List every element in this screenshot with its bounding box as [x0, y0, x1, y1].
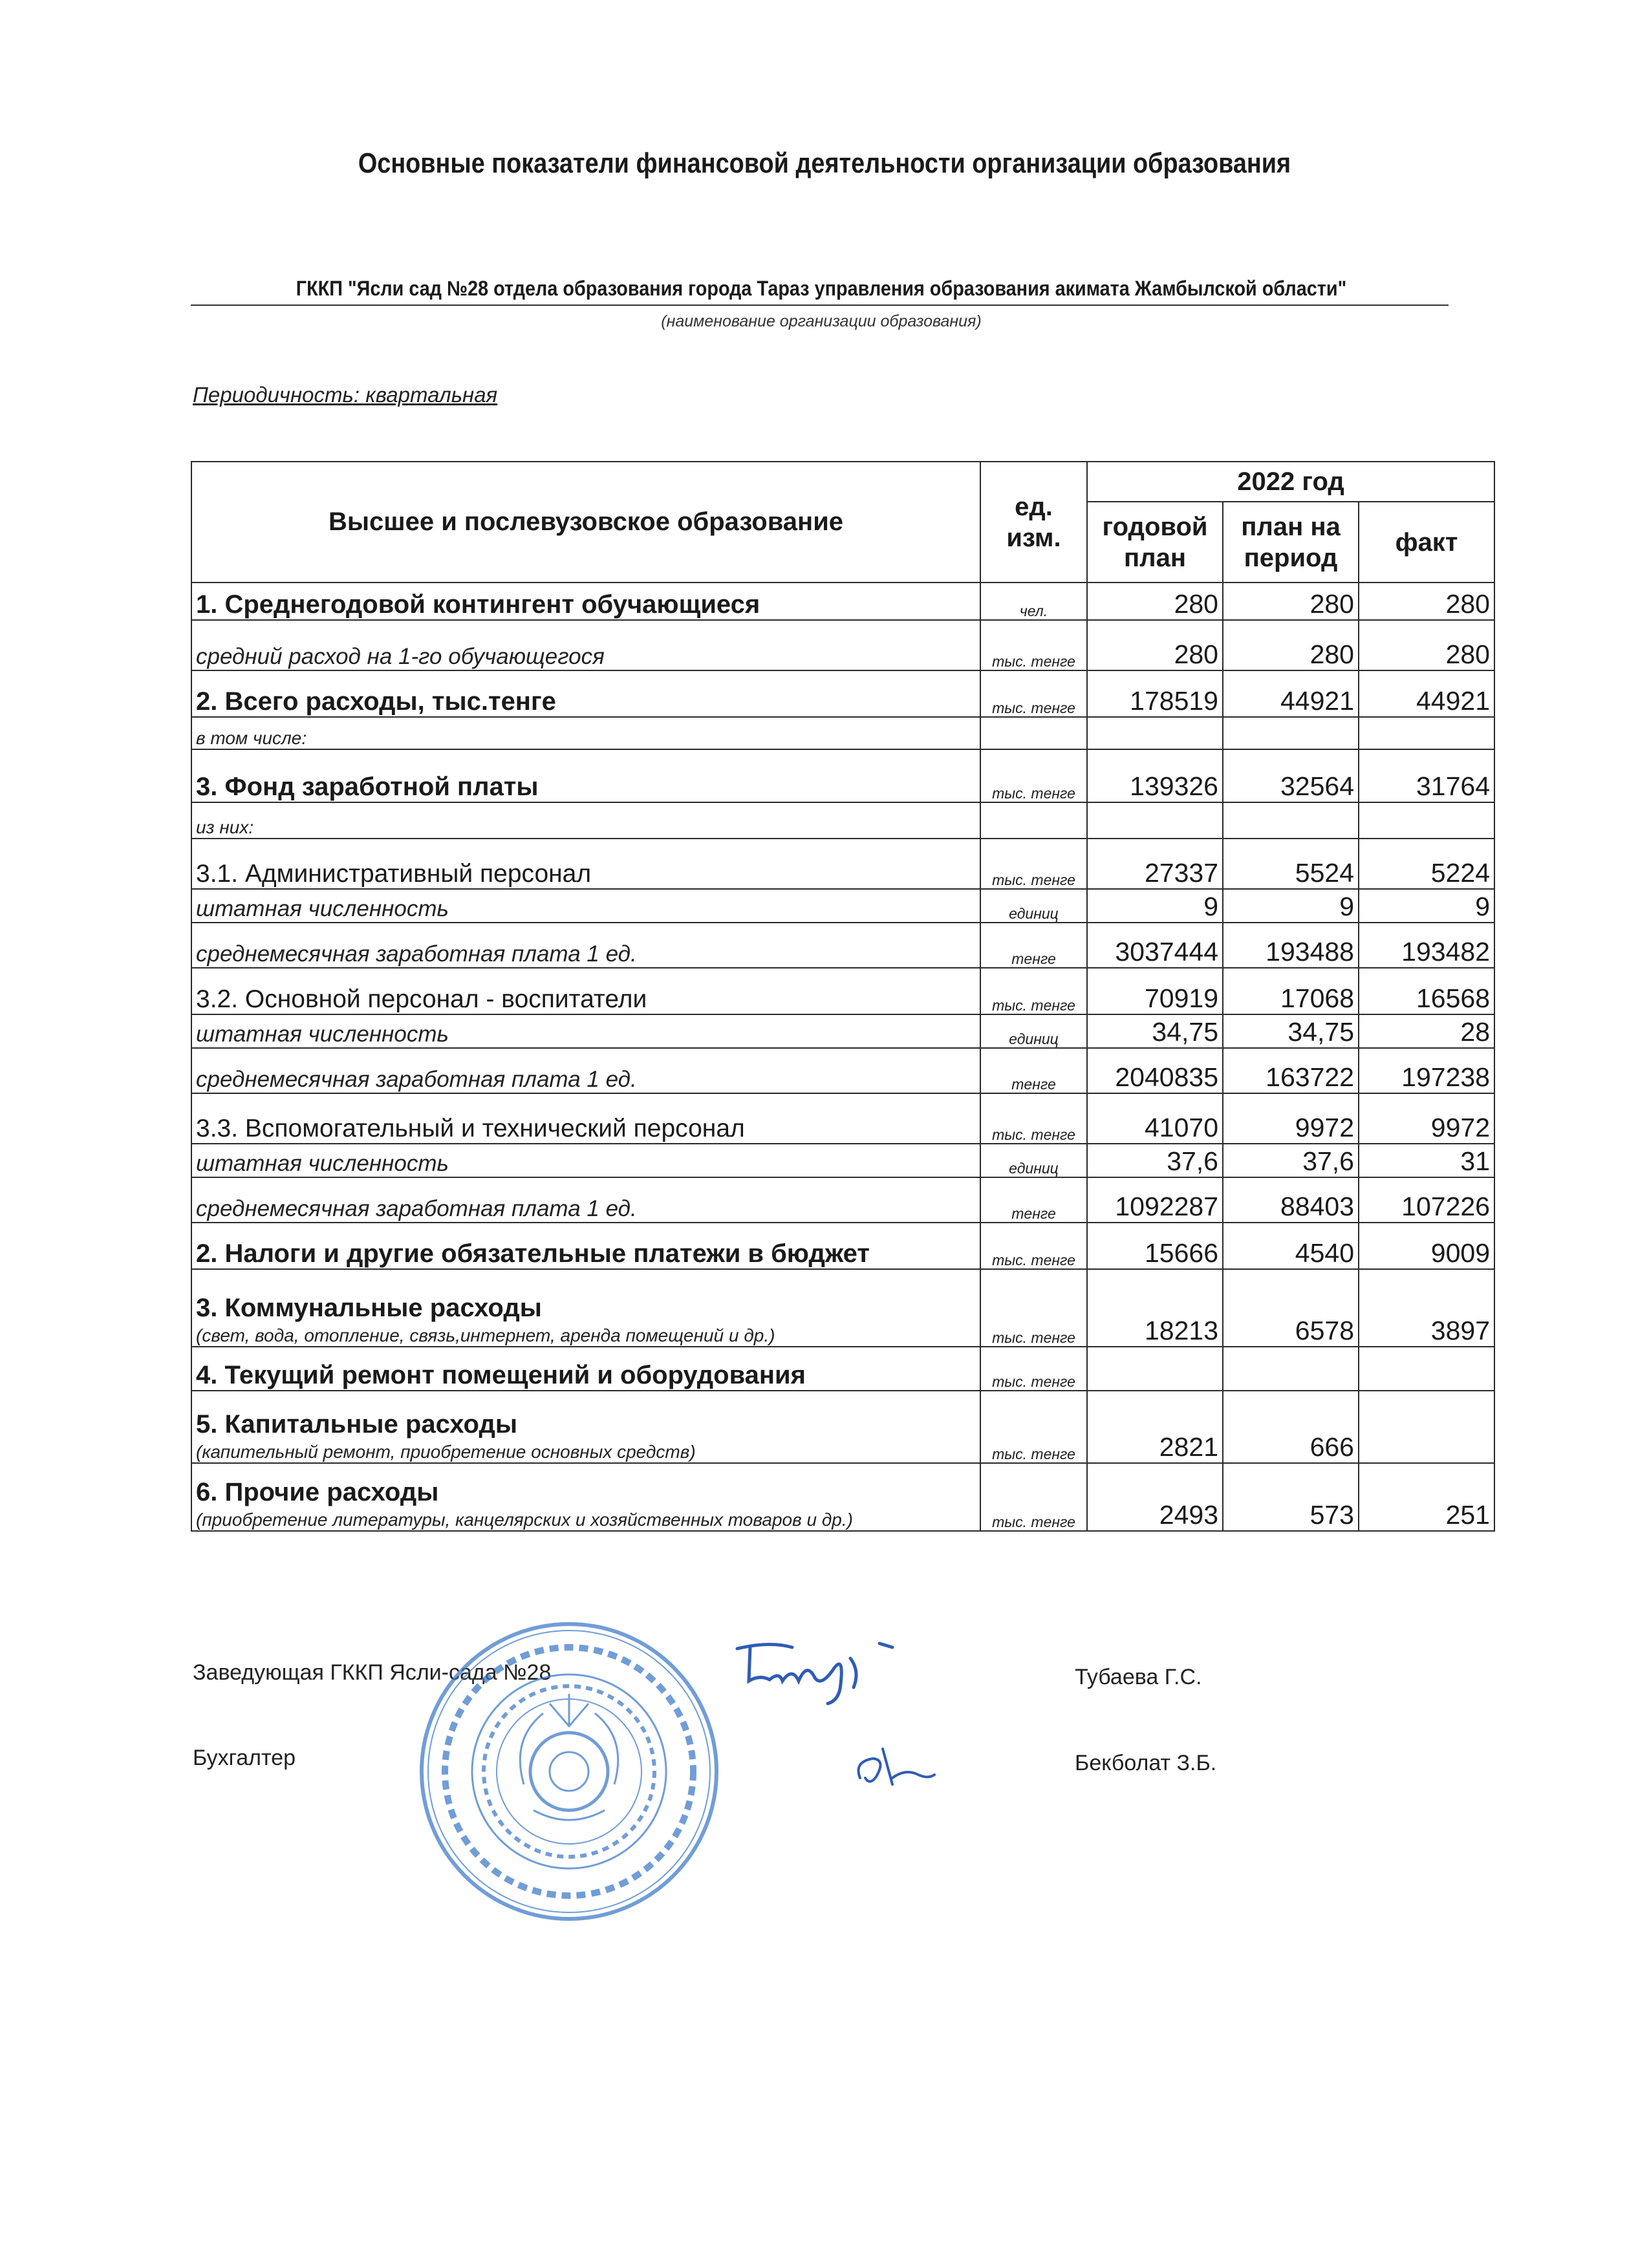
table-row	[191, 620, 1494, 670]
row-annual-plan	[1087, 1347, 1223, 1391]
financial-table	[191, 461, 1495, 1532]
row-unit: тыс. тенге	[980, 749, 1087, 802]
row-unit: чел.	[980, 583, 1087, 620]
accountant-name: Бекболат З.Б.	[1075, 1751, 1217, 1775]
table-row	[191, 1347, 1494, 1391]
row-annual-plan: 139326	[1087, 749, 1223, 802]
row-annual-plan	[1087, 802, 1223, 839]
row-period-plan: 88403	[1223, 1177, 1359, 1223]
table-row	[191, 670, 1494, 717]
header-annual-plan: годовой план	[1087, 502, 1223, 583]
row-label-text: 6. Прочие расходы	[196, 1478, 439, 1506]
row-period-plan: 666	[1223, 1391, 1359, 1463]
row-unit: тыс. тенге	[980, 1093, 1087, 1144]
row-unit: тыс. тенге	[980, 968, 1087, 1014]
head-name: Тубаева Г.С.	[1075, 1665, 1202, 1689]
row-unit: тенге	[980, 1177, 1087, 1223]
row-period-plan: 163722	[1223, 1048, 1359, 1093]
row-unit: тыс. тенге	[980, 620, 1087, 670]
row-label	[191, 1144, 980, 1177]
row-label-text: 5. Капитальные расходы	[196, 1410, 517, 1439]
row-label	[191, 1391, 980, 1463]
row-label	[191, 749, 980, 802]
official-stamp	[414, 1616, 724, 1927]
row-annual-plan: 2493	[1087, 1463, 1223, 1531]
table-row	[191, 1177, 1494, 1223]
document-title: Основные показатели финансовой деятельности организации образования	[358, 147, 1291, 179]
row-label-text: среднемесячная заработная плата 1 ед.	[196, 941, 637, 967]
row-fact: 28	[1359, 1014, 1494, 1048]
row-label-text: 1. Среднегодовой контингент обучающиеся	[196, 590, 760, 619]
row-label-text: 3.1. Административный персонал	[196, 860, 592, 888]
row-label	[191, 1093, 980, 1144]
row-annual-plan: 27337	[1087, 839, 1223, 889]
row-label-text: средний расход на 1-го обучающегося	[196, 644, 605, 669]
row-period-plan: 9	[1223, 889, 1359, 923]
row-label-note: (приобретение литературы, канцелярских и хозяйственных товаров и др.)	[196, 1510, 853, 1530]
row-label	[191, 1463, 980, 1531]
row-label	[191, 670, 980, 717]
row-unit: тыс. тенге	[980, 839, 1087, 889]
organization-name: ГККП "Ясли сад №28 отдела образования города Тараз управления образования акимата Жамбылской области"	[296, 277, 1347, 300]
row-label-text: 3.3. Вспомогательный и технический персонал	[196, 1115, 745, 1142]
header-year: 2022 год	[1087, 462, 1494, 502]
row-period-plan: 17068	[1223, 968, 1359, 1014]
row-label	[191, 583, 980, 620]
row-fact: 31764	[1359, 749, 1494, 802]
table-row	[191, 889, 1494, 923]
row-label-note: (свет, вода, отопление, связь,интернет, аренда помещений и др.)	[196, 1325, 775, 1345]
row-period-plan: 9972	[1223, 1093, 1359, 1144]
row-fact: 280	[1359, 583, 1494, 620]
row-period-plan: 44921	[1223, 670, 1359, 717]
row-label-text: штатная численность	[196, 896, 449, 921]
row-label	[191, 1347, 980, 1391]
header-fact: факт	[1359, 502, 1494, 583]
row-fact: 107226	[1359, 1177, 1494, 1223]
row-unit: единиц	[980, 1144, 1087, 1177]
row-unit: тыс. тенге	[980, 1347, 1087, 1391]
row-label	[191, 802, 980, 839]
row-label-text: 4. Текущий ремонт помещений и оборудования	[196, 1361, 806, 1389]
table-row	[191, 923, 1494, 968]
row-unit: единиц	[980, 889, 1087, 923]
row-fact: 197238	[1359, 1048, 1494, 1093]
row-unit	[980, 802, 1087, 839]
row-period-plan: 6578	[1223, 1269, 1359, 1347]
row-fact: 280	[1359, 620, 1494, 670]
row-annual-plan: 2040835	[1087, 1048, 1223, 1093]
row-annual-plan: 34,75	[1087, 1014, 1223, 1048]
organization-caption: (наименование организации образования)	[661, 312, 982, 330]
accountant-position: Бухгалтер	[193, 1746, 296, 1770]
row-annual-plan: 70919	[1087, 968, 1223, 1014]
row-annual-plan: 1092287	[1087, 1177, 1223, 1223]
row-period-plan	[1223, 717, 1359, 749]
row-fact: 9972	[1359, 1093, 1494, 1144]
row-unit: тыс. тенге	[980, 1223, 1087, 1269]
row-label	[191, 620, 980, 670]
row-fact	[1359, 802, 1494, 839]
accountant-signature	[847, 1739, 938, 1797]
row-annual-plan	[1087, 717, 1223, 749]
row-period-plan: 5524	[1223, 839, 1359, 889]
row-unit: тыс. тенге	[980, 1391, 1087, 1463]
row-annual-plan: 280	[1087, 583, 1223, 620]
table-row	[191, 1223, 1494, 1269]
row-period-plan	[1223, 1347, 1359, 1391]
table-row	[191, 968, 1494, 1014]
row-label	[191, 1048, 980, 1093]
row-label-text: 3. Фонд заработной платы	[196, 773, 539, 801]
row-label-text: среднемесячная заработная плата 1 ед.	[196, 1196, 637, 1221]
table-row	[191, 717, 1494, 749]
row-label-text: 2. Налоги и другие обязательные платежи в бюджет	[196, 1239, 870, 1268]
row-period-plan: 573	[1223, 1463, 1359, 1531]
row-label	[191, 1177, 980, 1223]
table-row	[191, 1269, 1494, 1347]
header-category: Высшее и послевузовское образование	[191, 462, 980, 583]
row-unit: тыс. тенге	[980, 670, 1087, 717]
table-row	[191, 802, 1494, 839]
table-row	[191, 1144, 1494, 1177]
row-label-text: штатная численность	[196, 1151, 449, 1176]
row-annual-plan: 2821	[1087, 1391, 1223, 1463]
row-fact: 16568	[1359, 968, 1494, 1014]
row-fact: 3897	[1359, 1269, 1494, 1347]
row-annual-plan: 37,6	[1087, 1144, 1223, 1177]
row-unit: тенге	[980, 923, 1087, 968]
row-fact: 44921	[1359, 670, 1494, 717]
row-annual-plan: 9	[1087, 889, 1223, 923]
row-label	[191, 923, 980, 968]
row-annual-plan: 3037444	[1087, 923, 1223, 968]
row-annual-plan: 178519	[1087, 670, 1223, 717]
table-row	[191, 749, 1494, 802]
row-unit: тыс. тенге	[980, 1269, 1087, 1347]
organization-underline	[191, 305, 1449, 306]
table-row	[191, 1048, 1494, 1093]
head-signature	[731, 1636, 899, 1707]
row-label	[191, 717, 980, 749]
row-period-plan: 280	[1223, 620, 1359, 670]
row-label-text: среднемесячная заработная плата 1 ед.	[196, 1067, 637, 1092]
row-fact: 251	[1359, 1463, 1494, 1531]
row-annual-plan: 41070	[1087, 1093, 1223, 1144]
table-row	[191, 1391, 1494, 1463]
table-header-row	[191, 462, 1494, 502]
periodicity: Периодичность: квартальная	[193, 383, 498, 407]
table-row	[191, 1014, 1494, 1048]
table-row	[191, 583, 1494, 620]
row-unit	[980, 717, 1087, 749]
table-row	[191, 1093, 1494, 1144]
row-period-plan: 193488	[1223, 923, 1359, 968]
row-label-note: (капительный ремонт, приобретение основных средств)	[196, 1442, 696, 1462]
row-period-plan: 32564	[1223, 749, 1359, 802]
row-unit: тенге	[980, 1048, 1087, 1093]
row-label	[191, 889, 980, 923]
head-position: Заведующая ГККП Ясли-сада №28	[193, 1660, 552, 1685]
row-fact: 9	[1359, 889, 1494, 923]
row-period-plan: 37,6	[1223, 1144, 1359, 1177]
row-period-plan	[1223, 802, 1359, 839]
row-label-text: штатная численность	[196, 1022, 449, 1047]
row-label	[191, 968, 980, 1014]
row-unit: единиц	[980, 1014, 1087, 1048]
row-period-plan: 4540	[1223, 1223, 1359, 1269]
row-label	[191, 1269, 980, 1347]
row-label-text: 2. Всего расходы, тыс.тенге	[196, 687, 556, 716]
row-label	[191, 1223, 980, 1269]
row-label	[191, 1014, 980, 1048]
header-unit: ед. изм.	[980, 462, 1087, 583]
row-fact	[1359, 1347, 1494, 1391]
row-fact: 9009	[1359, 1223, 1494, 1269]
row-unit: тыс. тенге	[980, 1463, 1087, 1531]
row-fact	[1359, 717, 1494, 749]
row-label-text: в том числе:	[196, 728, 307, 748]
row-label-text: 3. Коммунальные расходы	[196, 1294, 542, 1322]
row-period-plan: 34,75	[1223, 1014, 1359, 1048]
row-annual-plan: 18213	[1087, 1269, 1223, 1347]
row-annual-plan: 280	[1087, 620, 1223, 670]
row-period-plan: 280	[1223, 583, 1359, 620]
row-fact: 31	[1359, 1144, 1494, 1177]
row-fact	[1359, 1391, 1494, 1463]
header-period-plan: план на период	[1223, 502, 1359, 583]
table-row	[191, 839, 1494, 889]
table-row	[191, 1463, 1494, 1531]
row-label-text: 3.2. Основной персонал - воспитатели	[196, 985, 647, 1013]
row-annual-plan: 15666	[1087, 1223, 1223, 1269]
row-fact: 193482	[1359, 923, 1494, 968]
row-label-text: из них:	[196, 817, 254, 837]
row-label	[191, 839, 980, 889]
row-fact: 5224	[1359, 839, 1494, 889]
